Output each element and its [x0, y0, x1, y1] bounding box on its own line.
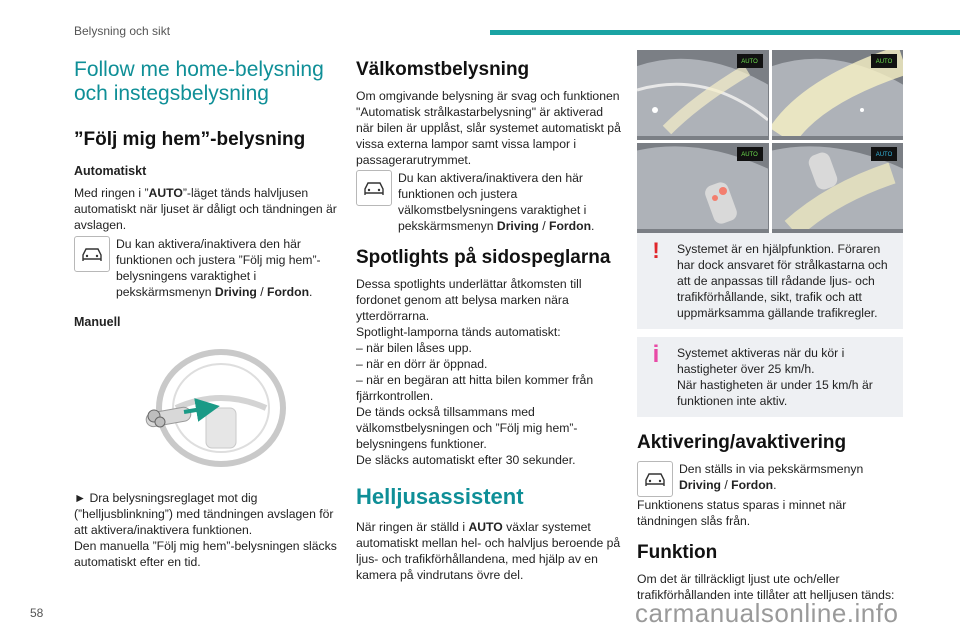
welcome-paragraph: Om omgivande belysning är svag och funktionen "Automatisk strålkastarbelysning" är aktiverad när bilen är upplåst, slår systemet automatiskt på vissa externa lampor samt vissa lampor i passagerarutrymmet.: [356, 89, 621, 167]
heading-welcome-lighting: Välkomstbelysning: [356, 59, 530, 80]
info-box: [637, 337, 903, 417]
heading-mirror-spotlights: Spotlights på sidospeglarna: [356, 247, 611, 268]
spotlights-paragraph-2: De tänds också tillsammans med välkomstbelysningen och ”Följ mig hem”-belysningens funktioner.: [356, 405, 578, 451]
high-beam-illustration: [637, 50, 903, 225]
car-settings-icon: [356, 170, 392, 206]
heading-follow-me-home: ”Följ mig hem”-belysning: [74, 129, 306, 150]
auto-headlight-icon: AUTO: [737, 147, 763, 161]
manual-paragraph: ► Dra belysningsreglaget mot dig (”helljusblinkning”) med tändningen avslagen för att aktivera/inaktivera funktionen.: [74, 491, 334, 537]
list-item: – när en begäran att hitta bilen kommer från fjärrkontrollen.: [356, 373, 594, 403]
steering-lever-illustration: [136, 348, 286, 468]
info-icon: i: [652, 341, 660, 368]
welcome-setting-note: [356, 170, 622, 234]
auto-setting-text: Du kan aktivera/inaktivera den här funktionen och justera ”Följ mig hem”-belysningens varaktighet i pekskärmsmenyn Driving / Fordon.: [116, 237, 321, 299]
info-text-1: Systemet aktiveras när du kör i hastigheter över 25 km/h.: [677, 346, 845, 376]
car-settings-icon: [74, 236, 110, 272]
heading-function: Funktion: [637, 542, 718, 563]
illustration-panel: [637, 50, 769, 140]
welcome-setting-text: Du kan aktivera/inaktivera den här funktionen och justera välkomstbelysningens varaktighet i pekskärmsmenyn Driving / Fordon.: [398, 171, 595, 233]
illustration-panel: [637, 143, 769, 233]
illustration-panel: [772, 143, 904, 233]
car-settings-icon: [637, 461, 673, 497]
section-title: Follow me home-belysning och instegsbelysning: [74, 58, 324, 105]
page-number: 58: [30, 606, 44, 620]
subheading-manual: Manuell: [74, 315, 121, 329]
spotlights-paragraph-3: De släcks automatiskt efter 30 sekunder.: [356, 453, 576, 467]
section-title-high-beam: Helljusassistent: [356, 484, 524, 509]
column-2: [356, 58, 622, 583]
low-beam-icon: AUTO: [871, 147, 897, 161]
activation-setting-note: [637, 461, 903, 497]
auto-headlight-icon: AUTO: [871, 54, 897, 68]
auto-headlight-icon: AUTO: [737, 54, 763, 68]
spotlights-paragraph: Dessa spotlights underlättar åtkomsten till fordonet genom att belysa marken nära ytterdörrarna.: [356, 277, 582, 323]
info-text-2: När hastigheten är under 15 km/h är funktionen inte aktiv.: [677, 378, 873, 408]
high-beam-paragraph: När ringen är ställd i AUTO växlar systemet automatiskt mellan hel- och halvljus beroende på ljus- och trafikförhållandena, med hjälp av en kamera på vindrutans övre del.: [356, 520, 621, 582]
column-3: [637, 50, 903, 603]
subheading-auto: Automatiskt: [74, 164, 147, 178]
warning-icon: !: [652, 238, 660, 263]
column-1: [74, 58, 340, 570]
activation-setting-text: Den ställs in via pekskärmsmenyn Driving / Fordon.: [679, 462, 864, 492]
list-item: – när en dörr är öppnad.: [356, 357, 488, 371]
activation-paragraph: Funktionens status sparas i minnet när tändningen slås från.: [637, 498, 847, 528]
illustration-panel: [772, 50, 904, 140]
warning-box: [637, 233, 903, 329]
running-header: Belysning och sikt: [74, 24, 171, 38]
warning-text: Systemet är en hjälpfunktion. Föraren har dock ansvaret för strålkastarna och att de anpassas till rådande ljus- och trafikförhållande, sikt, trafik och att uppmärksamma gällande trafikregler.: [677, 242, 888, 320]
function-paragraph: Om det är tillräckligt ljust ute och/eller trafikförhållanden inte tillåter att helljusen tänds:: [637, 572, 895, 602]
heading-activation: Aktivering/avaktivering: [637, 432, 847, 453]
spotlights-auto-intro: Spotlight-lamporna tänds automatiskt:: [356, 325, 561, 339]
watermark: carmanualsonline.info: [635, 598, 899, 628]
manual-paragraph-2: Den manuella ”Följ mig hem”-belysningen släcks automatiskt efter en tid.: [74, 539, 337, 569]
auto-paragraph: Med ringen i ”AUTO”-läget tänds halvljusen automatiskt när ljuset är dåligt och tändningen är avslagen.: [74, 186, 337, 232]
list-item: – när bilen låses upp.: [356, 341, 472, 355]
header-accent-bar: [490, 30, 960, 35]
auto-setting-note: [74, 236, 340, 300]
